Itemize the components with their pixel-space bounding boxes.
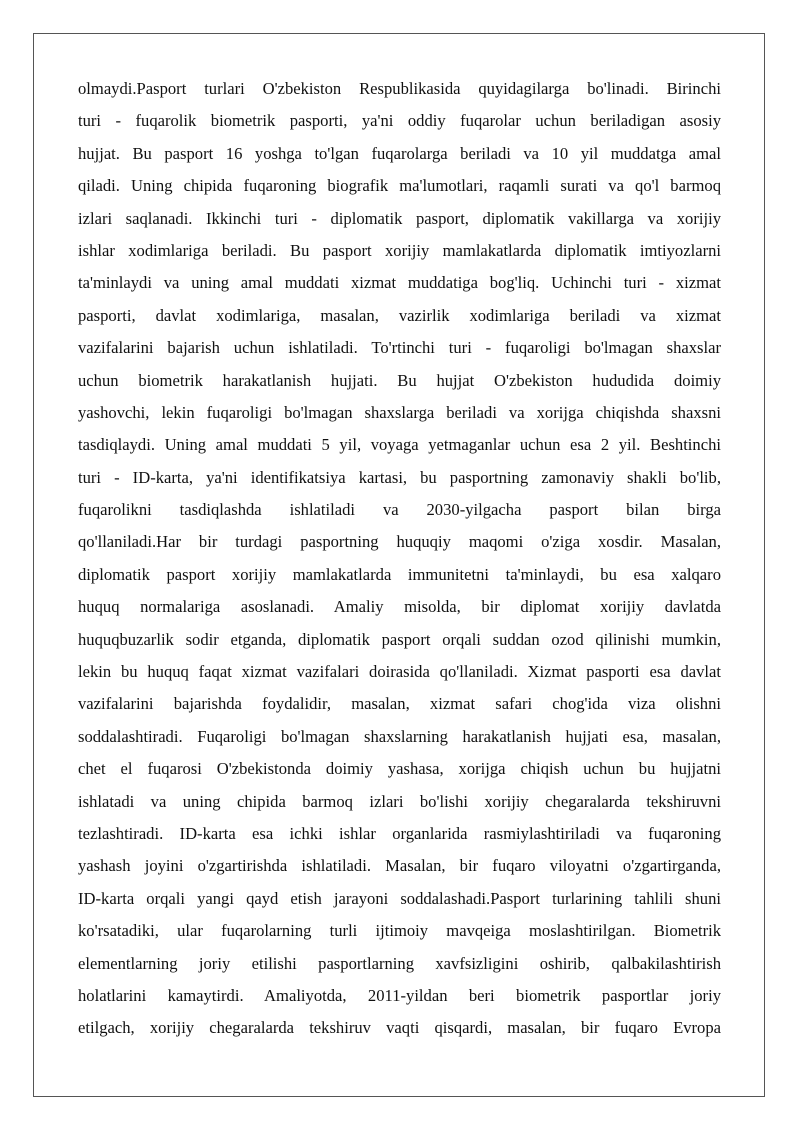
text-line: tezlashtiradi. ID-karta esa ichki ishlar organlarida rasmiylashtiriladi va fuqaroning: [78, 823, 721, 843]
text-line: ishlatadi va uning chipida barmoq izlari bo'lishi xorijiy chegaralarda tekshiruvni: [78, 791, 721, 811]
text-line: olmaydi.Pasport turlari O'zbekiston Respublikasida quyidagilarga bo'linadi. Birinchi: [78, 79, 721, 98]
text-line: hujjat. Bu pasport 16 yoshga to'lgan fuqarolarga beriladi va 10 yil muddatga amal: [78, 143, 721, 163]
text-line: chet el fuqarosi O'zbekistonda doimiy yashasa, xorijga chiqish uchun bu hujjatni: [78, 759, 721, 779]
text-line: tasdiqlaydi. Uning amal muddati 5 yil, voyaga yetmaganlar uchun esa 2 yil. Beshtinchi: [78, 435, 721, 455]
text-line: pasporti, davlat xodimlariga, masalan, vazirlik xodimlariga beriladi va xizmat: [78, 305, 721, 325]
text-line: vazifalarini bajarishda foydalidir, masalan, xizmat safari chog'ida viza olishni: [78, 694, 721, 714]
text-line: izlari saqlanadi. Ikkinchi turi - diplomatik pasport, diplomatik vakillarga va xorijiy: [78, 208, 721, 228]
text-line: qiladi. Uning chipida fuqaroning biografik ma'lumotlari, raqamli surati va qo'l barmoq: [78, 176, 721, 196]
text-line: etilgach, xorijiy chegaralarda tekshiruv vaqti qisqardi, masalan, bir fuqaro Evropa: [78, 1018, 721, 1038]
text-line: yashash joyini o'zgartirishda ishlatiladi. Masalan, bir fuqaro viloyatni o'zgartirganda,: [78, 856, 721, 876]
text-line: lekin bu huquq faqat xizmat vazifalari doirasida qo'llaniladi. Xizmat pasporti esa davlat: [78, 662, 721, 682]
text-line: turi - ID-karta, ya'ni identifikatsiya kartasi, bu pasportning zamonaviy shakli bo'lib,: [78, 467, 721, 487]
text-line: ID-karta orqali yangi qayd etish jarayoni soddalashadi.Pasport turlarining tahlili shuni: [78, 888, 721, 908]
text-line: qo'llaniladi.Har bir turdagi pasportning huquqiy maqomi o'ziga xosdir. Masalan,: [78, 532, 721, 552]
text-line: huquq normalariga asoslanadi. Amaliy misolda, bir diplomat xorijiy davlatda: [78, 597, 721, 617]
text-line: uchun biometrik harakatlanish hujjati. Bu hujjat O'zbekiston hududida doimiy: [78, 370, 721, 390]
text-line: soddalashtiradi. Fuqaroligi bo'lmagan shaxslarning harakatlanish hujjati esa, masalan,: [78, 726, 721, 746]
text-line: diplomatik pasport xorijiy mamlakatlarda immunitetni ta'minlaydi, bu esa xalqaro: [78, 564, 721, 584]
text-line: ishlar xodimlariga beriladi. Bu pasport xorijiy mamlakatlarda diplomatik imtiyozlarni: [78, 240, 721, 260]
document-body: [78, 73, 721, 1045]
text-line: yashovchi, lekin fuqaroligi bo'lmagan shaxslarga beriladi va xorijga chiqishda shaxsni: [78, 402, 721, 422]
text-line: elementlarning joriy etilishi pasportlarning xavfsizligini oshirib, qalbakilashtirish: [78, 953, 721, 973]
text-line: turi - fuqarolik biometrik pasporti, ya'ni oddiy fuqarolar uchun beriladigan asosiy: [78, 111, 721, 131]
text-line: vazifalarini bajarish uchun ishlatiladi. To'rtinchi turi - fuqaroligi bo'lmagan shaxslar: [78, 338, 721, 358]
text-line: holatlarini kamaytirdi. Amaliyotda, 2011-yildan beri biometrik pasportlar joriy: [78, 985, 721, 1005]
text-line: ta'minlaydi va uning amal muddati xizmat muddatiga bog'liq. Uchinchi turi - xizmat: [78, 273, 721, 293]
text-line: ko'rsatadiki, ular fuqarolarning turli ijtimoiy mavqeiga moslashtirilgan. Biometrik: [78, 921, 721, 941]
text-line: huquqbuzarlik sodir etganda, diplomatik pasport orqali suddan ozod qilinishi mumkin,: [78, 629, 721, 649]
text-line: fuqarolikni tasdiqlashda ishlatiladi va 2030-yilgacha pasport bilan birga: [78, 500, 721, 520]
